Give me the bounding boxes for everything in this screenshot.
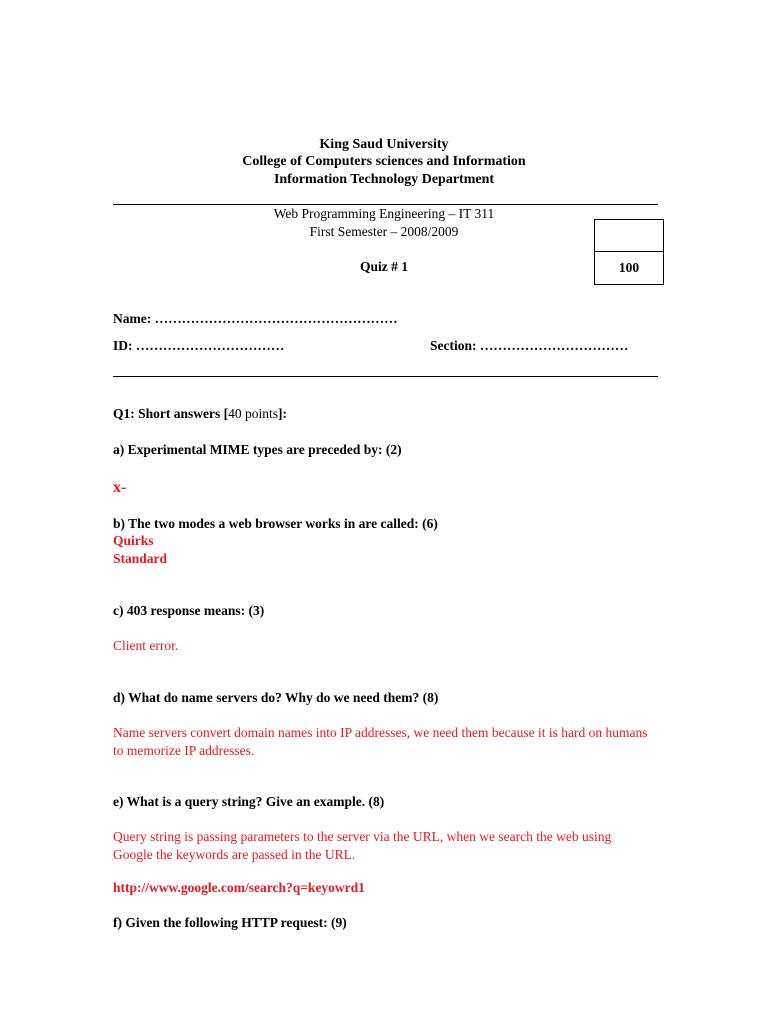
section-field[interactable]: …………………………… — [479, 338, 629, 353]
question-f: f) Given the following HTTP request: (9) — [113, 915, 347, 930]
id-line — [113, 338, 284, 354]
name-field[interactable]: ……………………………………………… — [154, 311, 398, 326]
answer-c: Client error. — [113, 638, 179, 653]
answer-b-2: Standard — [113, 551, 168, 566]
id-label: ID: — [113, 338, 133, 353]
question-c: c) 403 response means: (3) — [113, 603, 265, 618]
question-d: d) What do name servers do? Why do we need them? (8) — [113, 690, 439, 705]
section-line — [430, 338, 628, 354]
answer-e: Query string is passing parameters to the server via the URL, when we search the web using Google the keywords are passed in the URL. — [113, 829, 612, 862]
college-name: College of Computers sciences and Information — [242, 154, 526, 169]
university-name: King Saud University — [319, 137, 449, 152]
score-box-total — [594, 251, 664, 285]
answer-d: Name servers convert domain names into IP addresses, we need them because it is hard on humans to memorize IP addresses. — [113, 725, 648, 758]
header-divider — [113, 204, 658, 205]
answer-b-1: Quirks — [113, 533, 154, 548]
score-total: 100 — [618, 260, 640, 275]
student-divider — [113, 376, 658, 377]
section-label: Section: — [430, 338, 477, 353]
q1-label-end: ]: — [278, 406, 288, 421]
q1-label: Q1: Short answers [ — [113, 406, 229, 421]
semester: First Semester – 2008/2009 — [309, 224, 459, 239]
quiz-title: Quiz # 1 — [359, 259, 408, 274]
id-field[interactable]: …………………………… — [135, 338, 285, 353]
name-line — [113, 311, 398, 327]
question-e: e) What is a query string? Give an example. (8) — [113, 794, 385, 809]
course-title: Web Programming Engineering – IT 311 — [273, 206, 495, 221]
question-b: b) The two modes a web browser works in are called: (6) — [113, 516, 438, 531]
q1-heading — [113, 406, 287, 422]
answer-a: x- — [113, 479, 127, 496]
department-name: Information Technology Department — [273, 172, 495, 187]
answer-e-example-url: http://www.google.com/search?q=keyowrd1 — [113, 880, 365, 895]
name-label: Name: — [113, 311, 152, 326]
score-box-blank — [594, 219, 664, 252]
q1-points: 40 points — [228, 406, 279, 421]
question-a: a) Experimental MIME types are preceded by: (2) — [113, 442, 402, 457]
